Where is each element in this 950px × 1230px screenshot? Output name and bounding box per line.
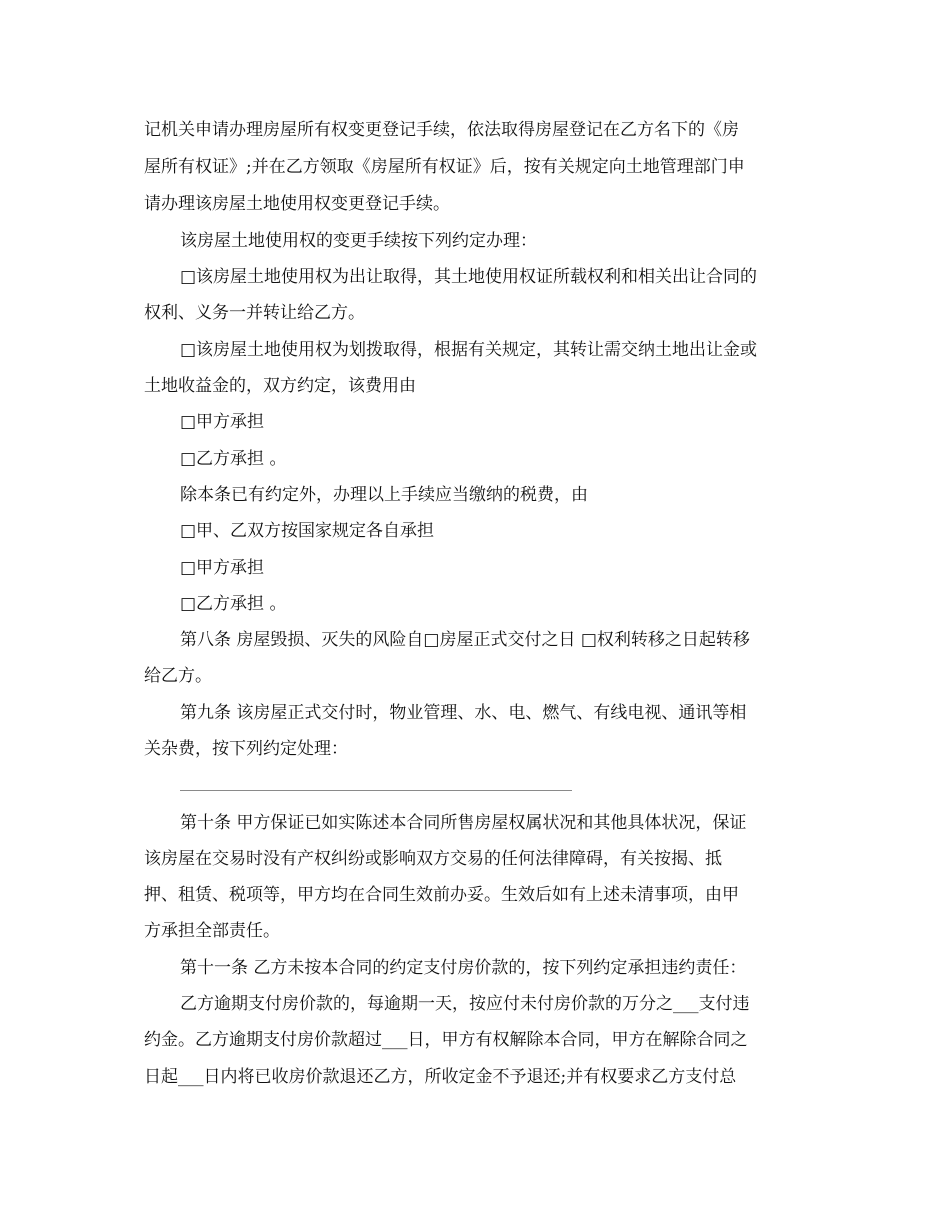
- text-line: 押、租赁、税项等，甲方均在合同生效前办妥。生效后如有上述未清事项，由甲: [144, 885, 739, 905]
- checkbox-option-line: □甲、乙双方按国家规定各自承担: [180, 521, 435, 541]
- checkbox-option-line: □乙方承担 。: [180, 449, 287, 469]
- blank-fill-line: [180, 790, 572, 791]
- article-11-line: 第十一条 乙方未按本合同的约定支付房价款的，按下列约定承担违约责任：: [180, 958, 747, 978]
- text-line: 请办理该房屋土地使用权变更登记手续。: [144, 194, 450, 214]
- text-line: 除本条已有约定外，办理以上手续应当缴纳的税费，由: [180, 485, 588, 505]
- article-9-line: 第九条 该房屋正式交付时，物业管理、水、电、燃气、有线电视、通讯等相: [180, 703, 747, 723]
- checkbox-option-line: □该房屋土地使用权为出让取得，其土地使用权证所载权利和相关出让合同的: [180, 267, 758, 287]
- text-line: 该房屋土地使用权的变更手续按下列约定办理：: [180, 231, 537, 251]
- text-line: 土地收益金的，双方约定，该费用由: [144, 376, 416, 396]
- text-line: 该房屋在交易时没有产权纠纷或影响双方交易的任何法律障碍，有关按揭、抵: [144, 849, 722, 869]
- text-line: 日起___日内将已收房价款退还乙方，所收定金不予退还;并有权要求乙方支付总: [144, 1067, 737, 1087]
- text-line: 方承担全部责任。: [144, 921, 280, 941]
- checkbox-option-line: □该房屋土地使用权为划拨取得，根据有关规定，其转让需交纳土地出让金或: [180, 340, 758, 360]
- text-line: 给乙方。: [144, 666, 212, 686]
- checkbox-option-line: □乙方承担 。: [180, 594, 287, 614]
- checkbox-option-line: □甲方承担: [180, 412, 265, 432]
- article-8-line: 第八条 房屋毁损、灭失的风险自□房屋正式交付之日 □权利转移之日起转移: [180, 630, 750, 650]
- text-line: 关杂费，按下列约定处理：: [144, 739, 348, 759]
- text-line: 记机关申请办理房屋所有权变更登记手续，依法取得房屋登记在乙方名下的《房: [144, 120, 739, 140]
- text-line: 约金。乙方逾期支付房价款超过___日，甲方有权解除本合同，甲方在解除合同之: [144, 1030, 748, 1050]
- article-10-line: 第十条 甲方保证已如实陈述本合同所售房屋权属状况和其他具体状况，保证: [180, 813, 747, 833]
- checkbox-option-line: □甲方承担: [180, 558, 265, 578]
- text-line: 屋所有权证》;并在乙方领取《房屋所有权证》后，按有关规定向土地管理部门申: [144, 157, 745, 177]
- text-line: 权利、义务一并转让给乙方。: [144, 303, 365, 323]
- text-line: 乙方逾期支付房价款的，每逾期一天，按应付未付房价款的万分之___支付违: [180, 994, 750, 1014]
